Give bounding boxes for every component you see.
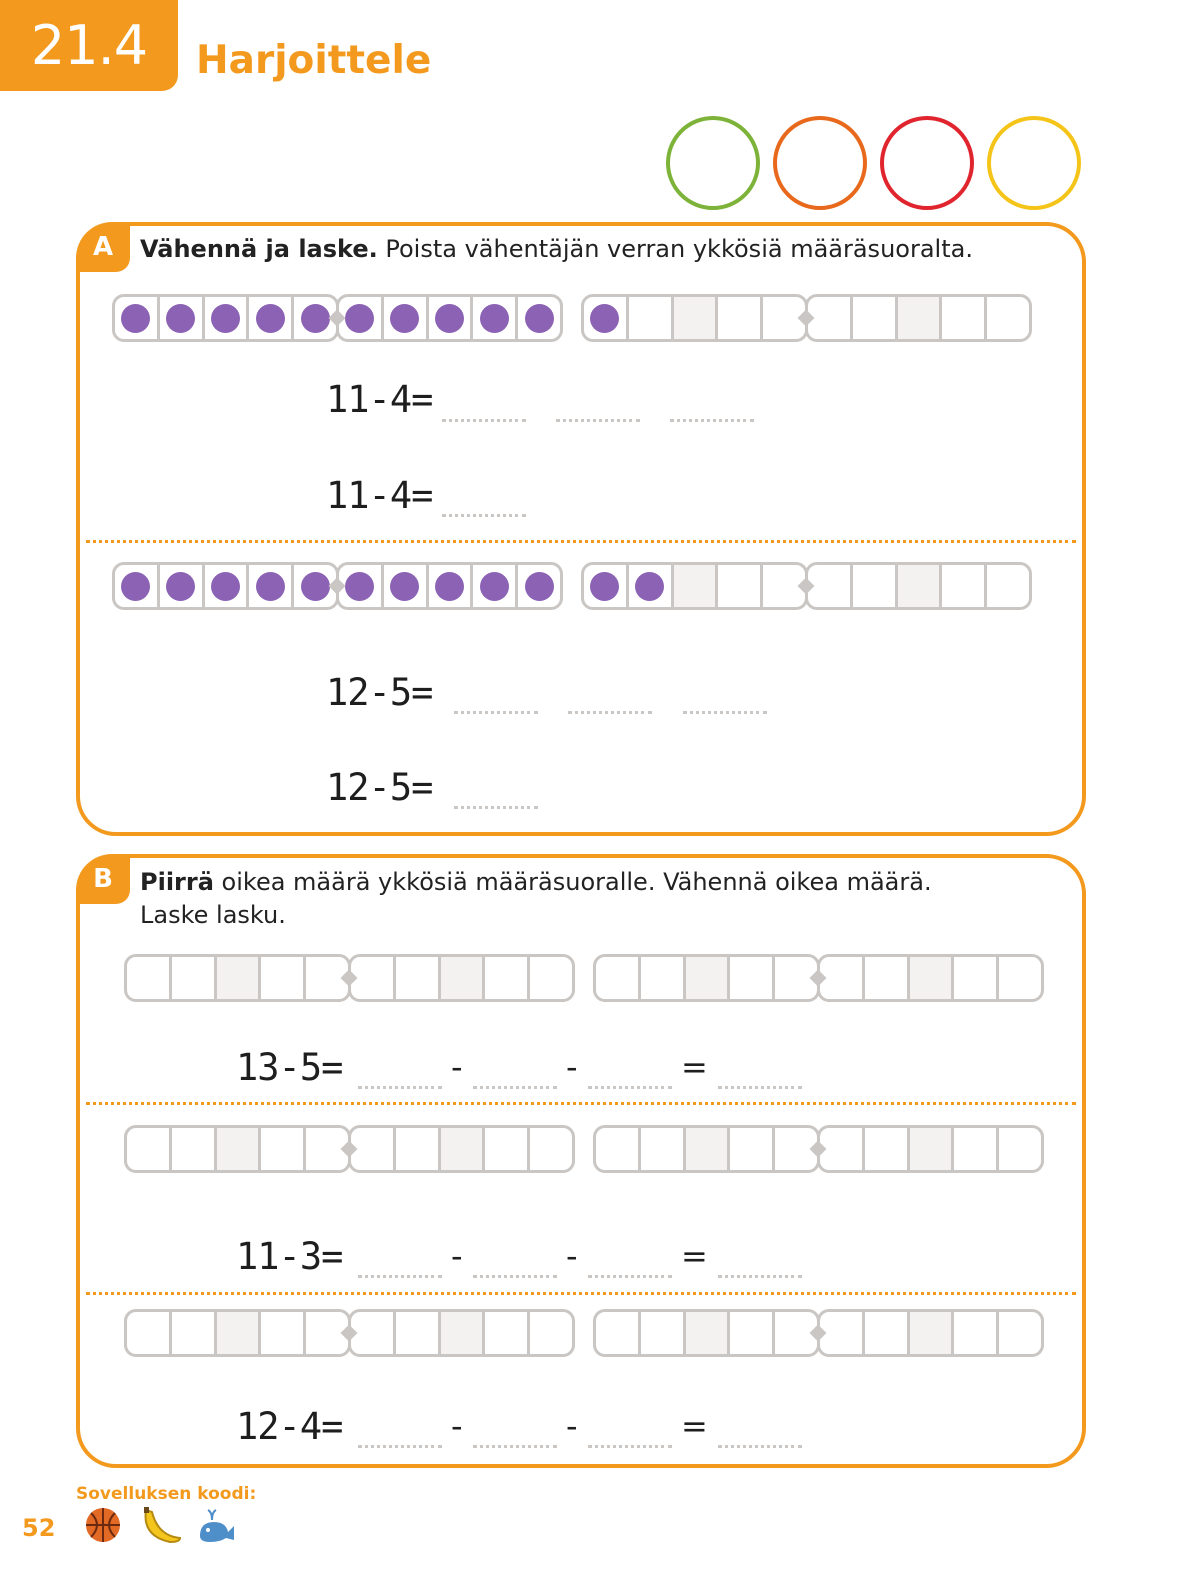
answer-blank[interactable] bbox=[683, 711, 767, 714]
frame-cell bbox=[127, 957, 172, 999]
self-assessment-circle-green[interactable] bbox=[666, 116, 760, 210]
frame-cell bbox=[518, 297, 560, 339]
frame-cell bbox=[686, 1312, 731, 1354]
frame-cell bbox=[910, 1128, 955, 1170]
frame-cell bbox=[853, 297, 898, 339]
divider bbox=[86, 1102, 1076, 1105]
frame-cell bbox=[674, 565, 719, 607]
frame-cell bbox=[172, 1312, 217, 1354]
number-frame bbox=[112, 294, 339, 342]
frame-cell bbox=[718, 297, 763, 339]
number-frame bbox=[805, 562, 1032, 610]
unit-dot[interactable] bbox=[256, 304, 285, 333]
minus-sign: - bbox=[451, 1237, 463, 1275]
frame-cell bbox=[999, 1312, 1041, 1354]
frame-cell bbox=[384, 297, 429, 339]
frame-cell bbox=[987, 565, 1029, 607]
whale-icon bbox=[196, 1506, 236, 1546]
frame-cell bbox=[205, 297, 250, 339]
frame-cell bbox=[987, 297, 1029, 339]
answer-blank[interactable] bbox=[454, 806, 538, 809]
instruction-bold: Piirrä bbox=[140, 868, 214, 896]
number-frame bbox=[581, 294, 808, 342]
unit-dot[interactable] bbox=[211, 572, 240, 601]
section-number-badge: 21.4 bbox=[0, 0, 178, 91]
frame-cell bbox=[954, 1128, 999, 1170]
frame-cell bbox=[686, 1128, 731, 1170]
frame-cell bbox=[865, 957, 910, 999]
frame-cell bbox=[396, 1312, 441, 1354]
frame-cell bbox=[160, 565, 205, 607]
frame-cell bbox=[674, 297, 719, 339]
frame-cell bbox=[396, 1128, 441, 1170]
frame-cell bbox=[999, 1128, 1041, 1170]
number-frame bbox=[348, 1309, 575, 1357]
frame-cell bbox=[596, 957, 641, 999]
equation-text: 11-3= bbox=[236, 1235, 343, 1278]
answer-blank[interactable] bbox=[718, 1445, 802, 1448]
frame-cell bbox=[808, 565, 853, 607]
number-frame bbox=[817, 1125, 1044, 1173]
frame-cell bbox=[339, 297, 384, 339]
answer-blank[interactable] bbox=[442, 419, 526, 422]
frame-cell bbox=[865, 1312, 910, 1354]
frame-cell bbox=[853, 565, 898, 607]
frame-cell bbox=[127, 1128, 172, 1170]
unit-dot[interactable] bbox=[301, 304, 330, 333]
frame-cell bbox=[686, 957, 731, 999]
frame-cell bbox=[942, 297, 987, 339]
equals-sign: = bbox=[681, 1237, 708, 1275]
self-assessment-circle-red[interactable] bbox=[880, 116, 974, 210]
frame-cell bbox=[351, 1312, 396, 1354]
exercise-b-instruction bbox=[140, 866, 932, 932]
frame-cell bbox=[339, 565, 384, 607]
answer-blank[interactable] bbox=[473, 1275, 557, 1278]
number-frame bbox=[348, 1125, 575, 1173]
frame-cell bbox=[485, 1128, 530, 1170]
answer-blank[interactable] bbox=[358, 1086, 442, 1089]
equals-sign: = bbox=[681, 1048, 708, 1086]
frame-cell bbox=[942, 565, 987, 607]
unit-dot[interactable] bbox=[211, 304, 240, 333]
exercise-a-instruction bbox=[140, 233, 973, 266]
app-code-label: Sovelluksen koodi: bbox=[76, 1484, 257, 1504]
answer-blank[interactable] bbox=[473, 1445, 557, 1448]
equation-a2-line2: 12-5= bbox=[326, 766, 433, 809]
frame-cell bbox=[530, 957, 572, 999]
instruction-bold: Vähennä ja laske. bbox=[140, 235, 378, 263]
frame-cell bbox=[485, 957, 530, 999]
minus-sign: - bbox=[566, 1237, 578, 1275]
frame-cell bbox=[808, 297, 853, 339]
frame-cell bbox=[249, 565, 294, 607]
answer-blank[interactable] bbox=[588, 1445, 672, 1448]
number-frame bbox=[112, 562, 339, 610]
frame-cell bbox=[217, 1312, 262, 1354]
frame-cell bbox=[249, 297, 294, 339]
answer-blank[interactable] bbox=[718, 1086, 802, 1089]
frame-cell bbox=[261, 1128, 306, 1170]
frame-cell bbox=[730, 1312, 775, 1354]
frame-cell bbox=[396, 957, 441, 999]
frame-cell bbox=[217, 957, 262, 999]
minus-sign: - bbox=[566, 1048, 578, 1086]
frame-cell bbox=[441, 1312, 486, 1354]
unit-dot[interactable] bbox=[345, 572, 374, 601]
frame-cell bbox=[820, 1312, 865, 1354]
exercise-a-letter: A bbox=[76, 222, 130, 272]
answer-blank[interactable] bbox=[358, 1445, 442, 1448]
unit-dot[interactable] bbox=[590, 572, 619, 601]
unit-dot[interactable] bbox=[390, 304, 419, 333]
number-frame bbox=[817, 954, 1044, 1002]
frame-cell bbox=[205, 565, 250, 607]
exercise-b-letter: B bbox=[76, 854, 130, 904]
frame-cell bbox=[820, 1128, 865, 1170]
unit-dot[interactable] bbox=[121, 572, 150, 601]
equals-sign: = bbox=[681, 1407, 708, 1445]
frame-cell bbox=[172, 1128, 217, 1170]
frame-cell bbox=[584, 565, 629, 607]
number-frame bbox=[593, 1125, 820, 1173]
frame-cell bbox=[629, 297, 674, 339]
number-frame bbox=[336, 294, 563, 342]
frame-cell bbox=[384, 565, 429, 607]
number-frame bbox=[348, 954, 575, 1002]
number-frame bbox=[581, 562, 808, 610]
frame-cell bbox=[127, 1312, 172, 1354]
equation-a1-line2: 11-4= bbox=[326, 474, 433, 517]
frame-cell bbox=[865, 1128, 910, 1170]
frame-cell bbox=[530, 1312, 572, 1354]
unit-dot[interactable] bbox=[635, 572, 664, 601]
number-frame bbox=[817, 1309, 1044, 1357]
unit-dot[interactable] bbox=[525, 304, 554, 333]
divider bbox=[86, 540, 1076, 543]
answer-blank[interactable] bbox=[358, 1275, 442, 1278]
frame-cell bbox=[730, 1128, 775, 1170]
equation-a2-line1: 12-5= bbox=[326, 671, 433, 714]
frame-cell bbox=[473, 297, 518, 339]
minus-sign: - bbox=[451, 1407, 463, 1445]
frame-cell bbox=[954, 957, 999, 999]
frame-cell bbox=[217, 1128, 262, 1170]
number-frame bbox=[593, 1309, 820, 1357]
self-assessment-circle-yellow[interactable] bbox=[987, 116, 1081, 210]
number-frame bbox=[124, 1309, 351, 1357]
instruction-text: oikea määrä ykkösiä määräsuoralle. Vähennä oikea määrä. bbox=[213, 868, 932, 896]
unit-dot[interactable] bbox=[390, 572, 419, 601]
frame-cell bbox=[351, 957, 396, 999]
unit-dot[interactable] bbox=[480, 304, 509, 333]
answer-blank[interactable] bbox=[556, 419, 640, 422]
number-frame bbox=[593, 954, 820, 1002]
frame-cell bbox=[641, 1128, 686, 1170]
frame-cell bbox=[898, 297, 943, 339]
unit-dot[interactable] bbox=[166, 572, 195, 601]
frame-cell bbox=[351, 1128, 396, 1170]
answer-blank[interactable] bbox=[588, 1086, 672, 1089]
unit-dot[interactable] bbox=[480, 572, 509, 601]
page-title: Harjoittele bbox=[196, 38, 432, 83]
unit-dot[interactable] bbox=[121, 304, 150, 333]
divider bbox=[86, 1292, 1076, 1295]
answer-blank[interactable] bbox=[588, 1275, 672, 1278]
frame-cell bbox=[115, 297, 160, 339]
unit-dot[interactable] bbox=[525, 572, 554, 601]
number-frame bbox=[124, 1125, 351, 1173]
frame-cell bbox=[641, 1312, 686, 1354]
answer-blank[interactable] bbox=[718, 1275, 802, 1278]
frame-cell bbox=[172, 957, 217, 999]
frame-cell bbox=[473, 565, 518, 607]
number-frame bbox=[336, 562, 563, 610]
equation-a1-line1: 11-4= bbox=[326, 378, 433, 421]
number-frame bbox=[124, 954, 351, 1002]
frame-cell bbox=[441, 957, 486, 999]
unit-dot[interactable] bbox=[435, 572, 464, 601]
frame-cell bbox=[730, 957, 775, 999]
frame-cell bbox=[999, 957, 1041, 999]
frame-cell bbox=[115, 565, 160, 607]
unit-dot[interactable] bbox=[301, 572, 330, 601]
self-assessment-circle-orange[interactable] bbox=[773, 116, 867, 210]
frame-cell bbox=[530, 1128, 572, 1170]
answer-blank[interactable] bbox=[568, 711, 652, 714]
frame-cell bbox=[820, 957, 865, 999]
basketball-icon bbox=[84, 1506, 124, 1546]
answer-blank[interactable] bbox=[473, 1086, 557, 1089]
banana-icon bbox=[140, 1506, 180, 1546]
unit-dot[interactable] bbox=[435, 304, 464, 333]
frame-cell bbox=[910, 957, 955, 999]
frame-cell bbox=[954, 1312, 999, 1354]
frame-cell bbox=[261, 1312, 306, 1354]
answer-blank[interactable] bbox=[670, 419, 754, 422]
unit-dot[interactable] bbox=[256, 572, 285, 601]
instruction-text-line2: Laske lasku. bbox=[140, 901, 286, 929]
frame-cell bbox=[261, 957, 306, 999]
frame-cell bbox=[441, 1128, 486, 1170]
frame-cell bbox=[584, 297, 629, 339]
frame-cell bbox=[718, 565, 763, 607]
answer-blank[interactable] bbox=[442, 514, 526, 517]
equation-text: 12-4= bbox=[236, 1405, 343, 1448]
frame-cell bbox=[596, 1312, 641, 1354]
frame-cell bbox=[429, 297, 474, 339]
unit-dot[interactable] bbox=[590, 304, 619, 333]
page-number: 52 bbox=[22, 1514, 56, 1542]
frame-cell bbox=[596, 1128, 641, 1170]
frame-cell bbox=[629, 565, 674, 607]
equation-text: 13-5= bbox=[236, 1046, 343, 1089]
frame-cell bbox=[160, 297, 205, 339]
answer-blank[interactable] bbox=[454, 711, 538, 714]
number-frame bbox=[805, 294, 1032, 342]
unit-dot[interactable] bbox=[166, 304, 195, 333]
minus-sign: - bbox=[566, 1407, 578, 1445]
minus-sign: - bbox=[451, 1048, 463, 1086]
frame-cell bbox=[641, 957, 686, 999]
frame-cell bbox=[910, 1312, 955, 1354]
instruction-text: Poista vähentäjän verran ykkösiä määräsuoralta. bbox=[377, 235, 973, 263]
frame-cell bbox=[429, 565, 474, 607]
frame-cell bbox=[485, 1312, 530, 1354]
frame-cell bbox=[898, 565, 943, 607]
frame-cell bbox=[518, 565, 560, 607]
unit-dot[interactable] bbox=[345, 304, 374, 333]
